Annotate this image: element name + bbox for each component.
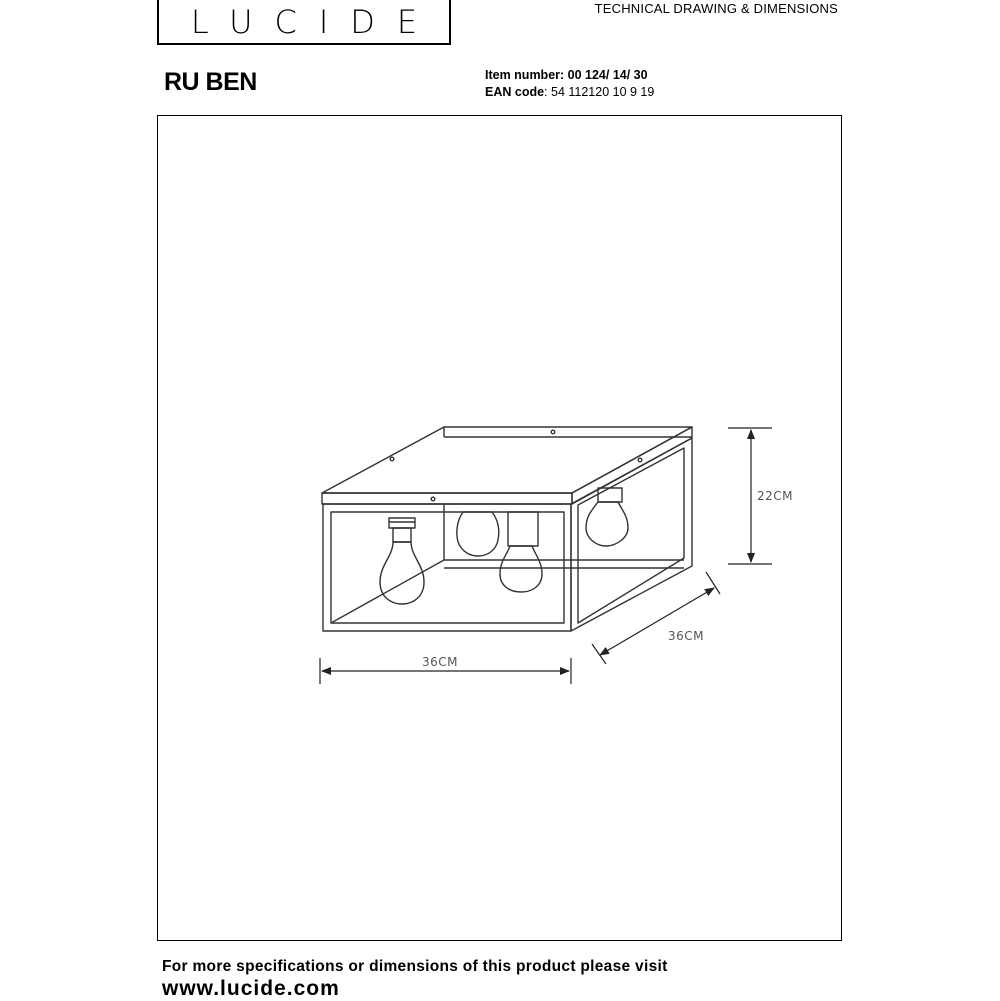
item-number-label: Item number (485, 68, 561, 82)
item-number-value: : 00 124/ 14/ 30 (560, 68, 648, 82)
product-name: RU BEN (164, 68, 257, 96)
screw-front (431, 497, 435, 501)
bulb-left (380, 518, 424, 604)
side-frame-outer (571, 438, 692, 631)
top-plate-front (322, 493, 572, 504)
brand-logo: LUCIDE (190, 3, 440, 41)
bulb-front-center (500, 512, 542, 592)
bulb-back-center (457, 512, 499, 556)
ean-code-value: : 54 112120 10 9 19 (544, 85, 655, 99)
ceiling-lamp-drawing (322, 427, 692, 631)
bottom-rail-left (331, 560, 444, 623)
screw-right (638, 458, 642, 462)
document-heading: TECHNICAL DRAWING & DIMENSIONS (594, 1, 838, 16)
screw-left (390, 457, 394, 461)
depth-extension-back (706, 572, 720, 594)
screw-back (551, 430, 555, 434)
ean-code-label: EAN code (485, 85, 545, 99)
width-label: 36CM (422, 655, 459, 669)
depth-label: 36CM (668, 629, 705, 643)
footer-note: For more specifications or dimensions of this product please visit (162, 958, 668, 975)
top-plate-side (572, 427, 692, 504)
depth-extension-front (592, 644, 606, 664)
footer-website-link[interactable]: www.lucide.com (162, 977, 340, 1000)
depth-dimension-line (600, 588, 714, 655)
height-label: 22CM (757, 489, 794, 503)
side-frame-inner (578, 448, 684, 623)
